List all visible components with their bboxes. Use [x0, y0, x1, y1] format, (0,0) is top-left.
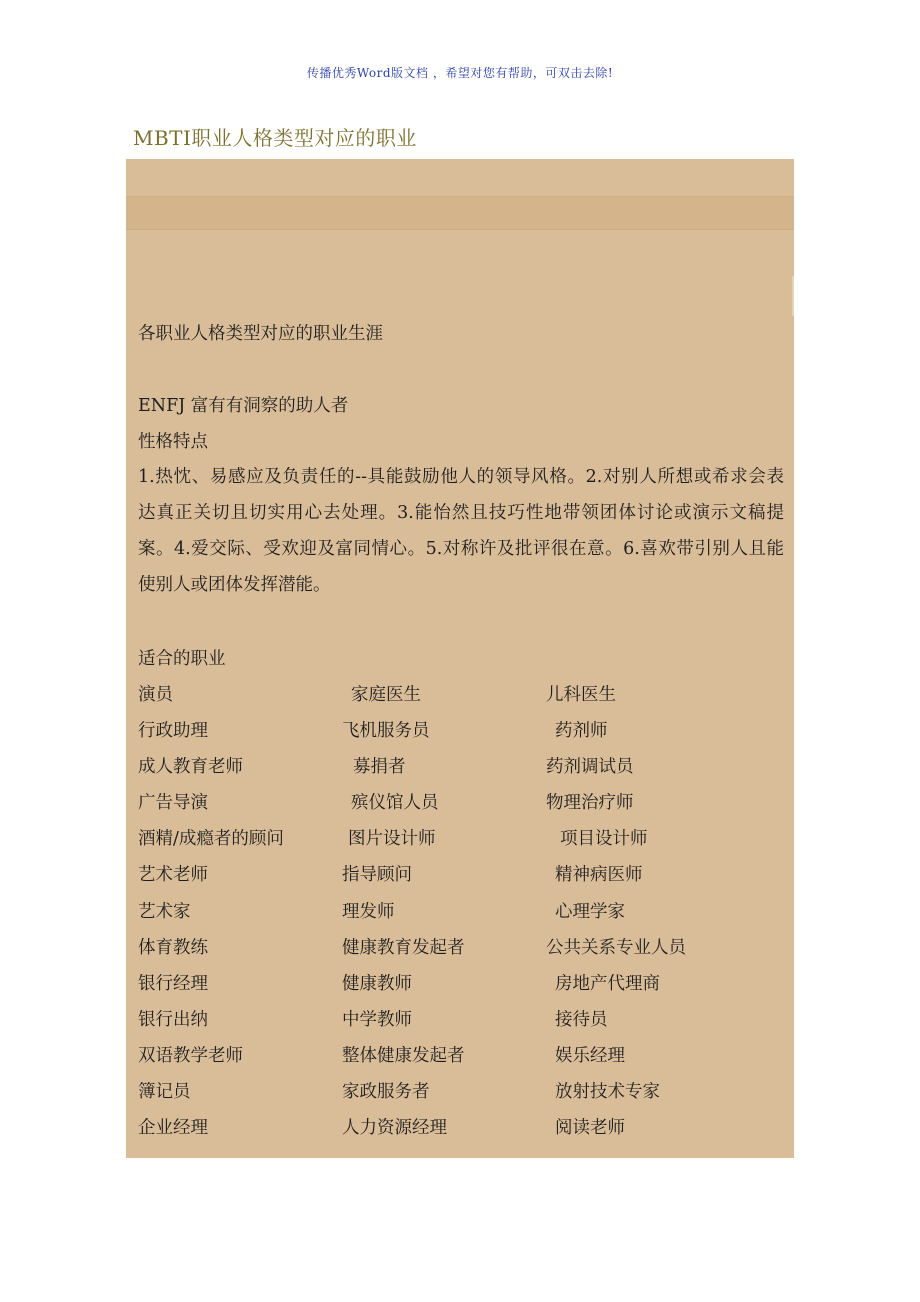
career-item: 精神病医师: [555, 865, 643, 886]
career-item: 心理学家: [555, 901, 625, 922]
career-item: 双语教学老师: [138, 1045, 243, 1066]
page-title: MBTI职业人格类型对应的职业: [133, 126, 417, 150]
career-item: 理发师: [342, 901, 395, 922]
traits-label: 性格特点: [138, 432, 208, 452]
career-item: 药剂调试员: [546, 757, 634, 778]
header-note: 传播优秀Word版文档 ，希望对您有帮助，可双击去除!: [306, 66, 614, 80]
career-row: [138, 821, 788, 857]
career-item: 行政助理: [138, 721, 208, 742]
career-item: 物理治疗师: [546, 793, 634, 814]
career-row: [138, 930, 788, 966]
career-item: 娱乐经理: [555, 1045, 625, 1066]
careers-table: [138, 677, 788, 1146]
career-item: 体育教练: [138, 937, 208, 958]
career-item: 募捐者: [353, 757, 406, 778]
career-item: 酒精/成瘾者的顾问: [138, 829, 284, 850]
career-row: [138, 1110, 788, 1146]
career-item: 房地产代理商: [555, 973, 660, 994]
content-panel: [126, 159, 794, 1158]
panel-band: [126, 196, 794, 230]
career-row: [138, 713, 788, 749]
career-item: 家庭医生: [351, 685, 421, 705]
career-item: 广告导演: [138, 793, 208, 814]
career-row: [138, 966, 788, 1002]
career-row: [138, 1038, 788, 1074]
career-item: 整体健康发起者: [342, 1045, 465, 1066]
career-row: [138, 894, 788, 930]
type-heading: ENFJ 富有有洞察的助人者: [138, 396, 349, 416]
career-item: 儿科医生: [546, 685, 616, 705]
career-item: 家政服务者: [342, 1082, 430, 1103]
career-item: 中学教师: [342, 1009, 412, 1030]
career-item: 接待员: [555, 1009, 608, 1030]
career-item: 指导顾问: [342, 865, 412, 886]
career-item: 簿记员: [138, 1082, 191, 1103]
career-row: [138, 1002, 788, 1038]
career-item: 项目设计师: [560, 829, 648, 850]
career-item: 艺术家: [138, 901, 191, 922]
career-row: [138, 677, 788, 713]
career-row: [138, 749, 788, 785]
career-item: 公共关系专业人员: [546, 937, 686, 958]
career-item: 银行出纳: [138, 1009, 208, 1030]
career-item: 药剂师: [555, 721, 608, 742]
panel-edge-divider: [792, 276, 794, 316]
traits-line: 1.热忱、易感应及负责任的--具能鼓励他人的领导风格。2.对别人所想或希求会表: [138, 467, 784, 487]
career-item: 成人教育老师: [138, 757, 243, 778]
career-item: 企业经理: [138, 1118, 208, 1139]
traits-line: 案。4.爱交际、受欢迎及富同情心。5.对称许及批评很在意。6.喜欢带引别人且能: [138, 539, 784, 559]
traits-paragraph: [138, 459, 784, 603]
career-item: 演员: [138, 685, 173, 705]
career-item: 人力资源经理: [342, 1118, 447, 1139]
career-item: 健康教育发起者: [342, 937, 465, 958]
section-subtitle: 各职业人格类型对应的职业生涯: [138, 324, 383, 344]
career-item: 健康教师: [342, 973, 412, 994]
careers-label: 适合的职业: [138, 649, 226, 669]
career-row: [138, 857, 788, 893]
career-item: 银行经理: [138, 973, 208, 994]
career-item: 阅读老师: [555, 1118, 625, 1139]
career-item: 殡仪馆人员: [351, 793, 439, 814]
career-item: 艺术老师: [138, 865, 208, 886]
career-item: 放射技术专家: [555, 1082, 660, 1103]
career-row: [138, 785, 788, 821]
traits-line: 使别人或团体发挥潜能。: [138, 575, 331, 595]
career-item: 图片设计师: [348, 829, 436, 850]
traits-line: 达真正关切且切实用心去处理。3.能怡然且技巧性地带领团体讨论或演示文稿提: [138, 503, 784, 523]
career-item: 飞机服务员: [342, 721, 430, 742]
career-row: [138, 1074, 788, 1110]
